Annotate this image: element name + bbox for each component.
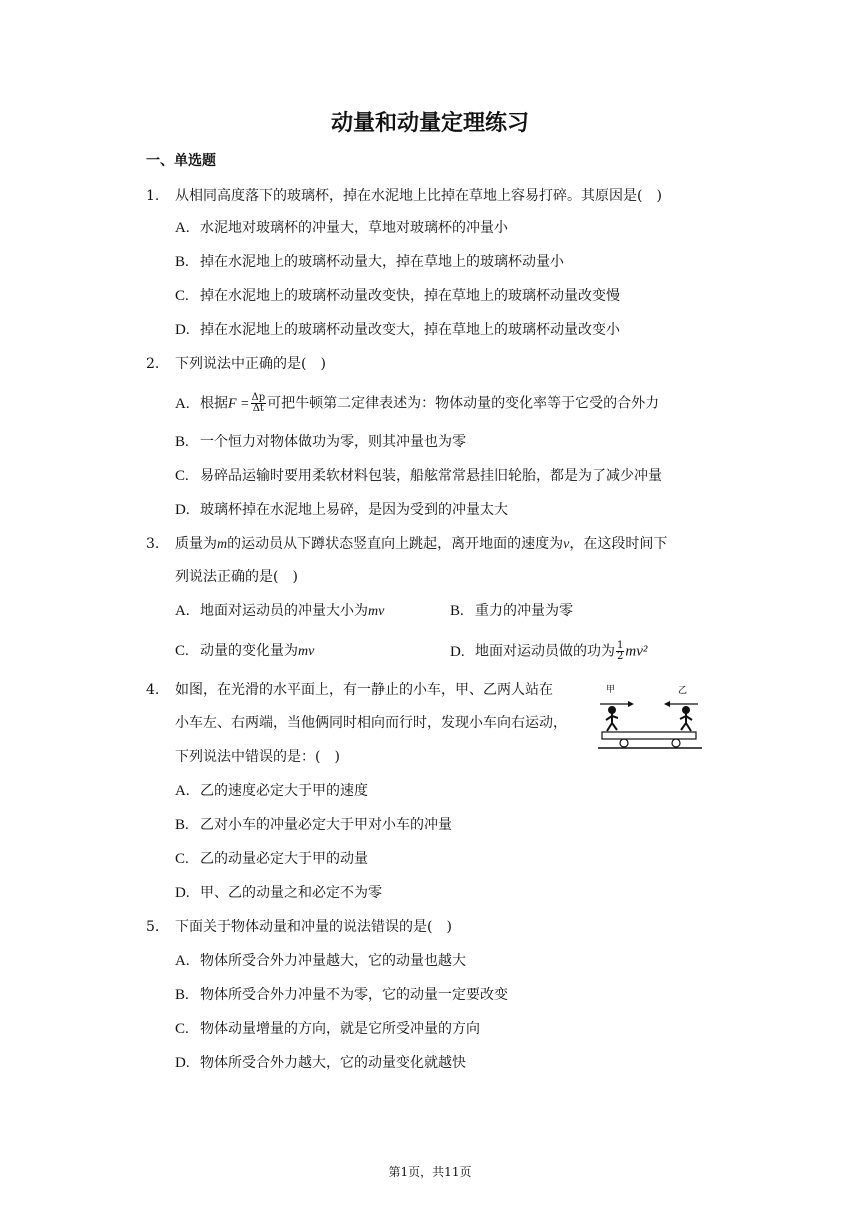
option-letter: A. xyxy=(175,953,190,969)
option-text: 物体所受合外力冲量不为零，它的动量一定要改变 xyxy=(200,987,508,1003)
option-letter: D. xyxy=(175,1055,190,1071)
option-letter: B. xyxy=(175,987,189,1003)
question-number: 4. xyxy=(146,682,160,698)
q4-option-b xyxy=(175,815,452,835)
q4-option-c xyxy=(175,849,368,869)
question-text: 列说法正确的是( ) xyxy=(175,569,298,585)
page-title: 动量和动量定理练习 xyxy=(330,111,529,136)
question-text-part: ，在这段时间下 xyxy=(569,536,668,552)
q5-option-b xyxy=(175,985,508,1005)
math-mv: mv xyxy=(298,644,315,659)
variable-v: v xyxy=(563,537,570,552)
fraction-denominator: Δt xyxy=(252,403,264,414)
option-text: 重力的冲量为零 xyxy=(475,603,573,619)
option-text: 水泥地对玻璃杯的冲量大，草地对玻璃杯的冲量小 xyxy=(200,220,508,236)
option-letter: A. xyxy=(175,220,190,236)
q5-option-d xyxy=(175,1053,466,1073)
question-text: 小车左、右两端，当他俩同时相向而行时，发现小车向右运动， xyxy=(175,715,567,731)
option-letter: D. xyxy=(450,643,465,660)
option-letter: B. xyxy=(175,434,189,450)
section-heading: 一、单选题 xyxy=(146,153,216,169)
wheel-left xyxy=(620,739,628,747)
q2-option-b xyxy=(175,432,466,452)
question-number: 2. xyxy=(146,356,160,372)
q2-option-a xyxy=(175,393,659,415)
variable-m: m xyxy=(217,537,228,552)
question-text-part: 的运动员从下蹲状态竖直向上跳起，离开地面的速度为 xyxy=(227,536,564,552)
option-text: 掉在水泥地上的玻璃杯动量大，掉在草地上的玻璃杯动量小 xyxy=(200,254,564,270)
option-text: 地面对运动员做的功为 xyxy=(475,643,615,660)
fraction-numerator: 1 xyxy=(617,640,624,651)
label-jia: 甲 xyxy=(606,685,616,695)
fraction xyxy=(251,393,267,414)
option-letter: A. xyxy=(175,783,190,799)
option-text: 乙的动量必定大于甲的动量 xyxy=(200,851,368,867)
q3-option-a xyxy=(175,601,384,622)
question-text: 如图，在光滑的水平面上，有一静止的小车，甲、乙两人站在 xyxy=(175,682,553,698)
option-letter: C. xyxy=(175,1021,189,1037)
option-text: 甲、乙的动量之和必定不为零 xyxy=(200,885,382,901)
option-letter: D. xyxy=(175,322,190,338)
cart-figure xyxy=(598,682,702,752)
option-letter: D. xyxy=(175,885,190,901)
question-text: 从相同高度落下的玻璃杯，掉在水泥地上比掉在草地上容易打碎。其原因是( ) xyxy=(175,188,662,204)
option-text: 易碎品运输时要用柔软材料包装，船舷常常悬挂旧轮胎，都是为了减少冲量 xyxy=(200,468,662,484)
option-letter: B. xyxy=(450,603,464,619)
option-text: 物体动量增量的方向，就是它所受冲量的方向 xyxy=(200,1021,480,1037)
option-text: 一个恒力对物体做功为零，则其冲量也为零 xyxy=(200,434,466,450)
q1-option-d xyxy=(175,320,620,340)
q5-option-c xyxy=(175,1019,480,1039)
q2-option-c xyxy=(175,466,662,486)
question-number: 1. xyxy=(146,188,160,204)
question-text-part: 质量为 xyxy=(175,536,217,552)
label-yi: 乙 xyxy=(678,686,688,696)
arrow-right-head xyxy=(628,701,634,707)
option-text: 根据 xyxy=(200,395,228,412)
fraction-numerator: Δp xyxy=(251,392,266,403)
option-text: 掉在水泥地上的玻璃杯动量改变快，掉在草地上的玻璃杯动量改变慢 xyxy=(200,288,620,304)
option-text: 玻璃杯掉在水泥地上易碎，是因为受到的冲量太大 xyxy=(200,502,508,518)
option-text: 乙的速度必定大于甲的速度 xyxy=(200,783,368,799)
option-letter: B. xyxy=(175,254,189,270)
q1-option-c xyxy=(175,286,620,306)
arrow-left-head xyxy=(664,701,670,707)
formula-lhs: F = xyxy=(228,396,250,412)
q2-option-d xyxy=(175,500,508,520)
option-letter: D. xyxy=(175,502,190,518)
option-text: 掉在水泥地上的玻璃杯动量改变大，掉在草地上的玻璃杯动量改变小 xyxy=(200,322,620,338)
option-text: 物体所受合外力冲量越大，它的动量也越大 xyxy=(200,953,466,969)
option-text: 物体所受合外力越大，它的动量变化就越快 xyxy=(200,1055,466,1071)
q4-option-d xyxy=(175,883,382,903)
person-jia-icon xyxy=(606,707,618,731)
option-text: 地面对运动员的冲量大小为 xyxy=(200,603,368,619)
page-footer: 第1页，共11页 xyxy=(388,1165,472,1179)
q4-option-a xyxy=(175,781,368,801)
wheel-right xyxy=(672,739,680,747)
fraction-denominator: 2 xyxy=(617,651,624,662)
math-mv: mv xyxy=(368,604,385,619)
q1-option-b xyxy=(175,252,564,272)
option-letter: C. xyxy=(175,643,189,659)
option-letter: C. xyxy=(175,851,189,867)
question-number: 5. xyxy=(146,919,160,935)
option-letter: A. xyxy=(175,603,190,619)
math-mv2: mv² xyxy=(625,643,648,660)
cart-body xyxy=(602,732,696,739)
question-text: 下列说法中正确的是( ) xyxy=(175,356,326,372)
option-text-cont: 可把牛顿第二定律表述为：物体动量的变化率等于它受的合外力 xyxy=(267,395,660,412)
option-text: 动量的变化量为 xyxy=(200,643,298,659)
q3-option-d xyxy=(450,641,647,662)
q3-option-c xyxy=(175,641,314,662)
question-text: 下列说法中错误的是：( ) xyxy=(175,749,340,765)
option-letter: A. xyxy=(175,395,190,412)
option-letter: C. xyxy=(175,288,189,304)
q5-option-a xyxy=(175,951,466,971)
question-number: 3. xyxy=(146,536,160,552)
cart-diagram xyxy=(598,682,702,752)
option-letter: C. xyxy=(175,468,189,484)
question-text: 下面关于物体动量和冲量的说法错误的是( ) xyxy=(175,919,452,935)
option-text: 乙对小车的冲量必定大于甲对小车的冲量 xyxy=(200,817,452,833)
q1-option-a xyxy=(175,218,508,238)
question-text xyxy=(175,534,667,555)
q3-option-b xyxy=(450,601,573,621)
person-yi-icon xyxy=(680,707,692,731)
option-letter: B. xyxy=(175,817,189,833)
fraction xyxy=(616,641,624,662)
